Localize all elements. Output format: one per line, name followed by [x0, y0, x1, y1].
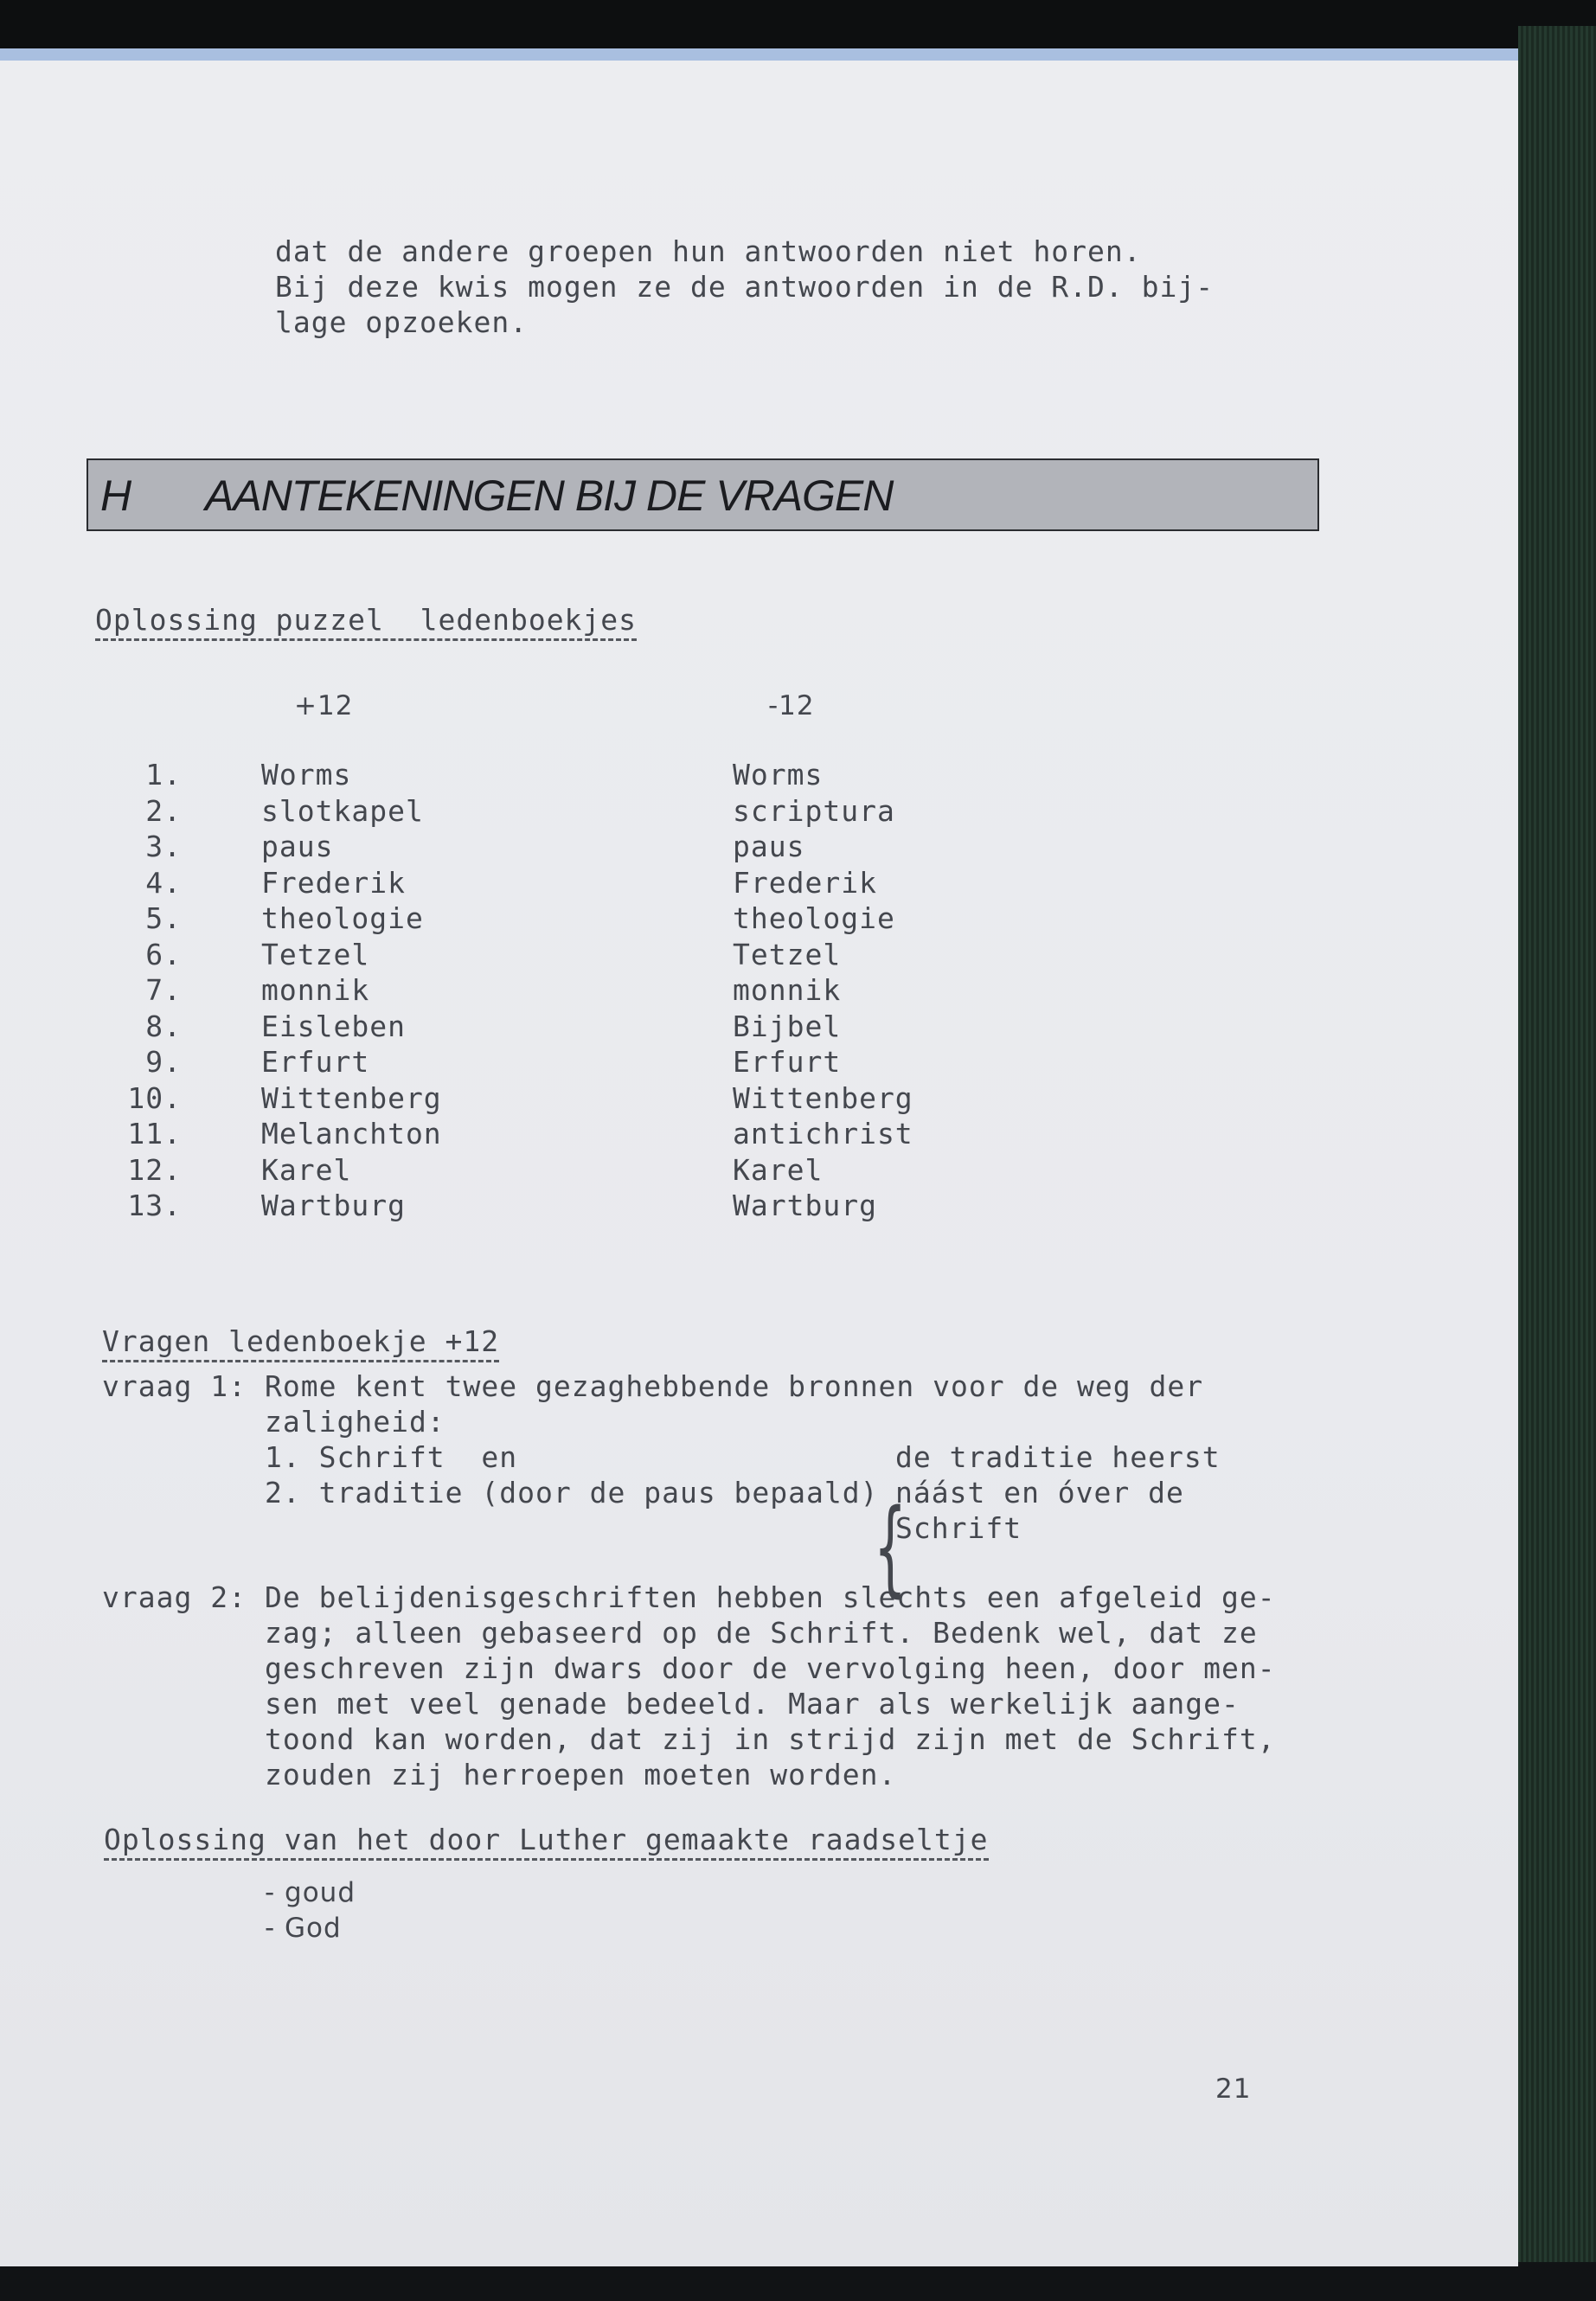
answer-minus12: theologie: [733, 901, 895, 935]
answer-plus12: Eisleben: [261, 1009, 406, 1043]
curly-brace-icon: {: [874, 1488, 907, 1608]
section-letter: H: [100, 471, 132, 520]
raadsel-item: - goud: [265, 1877, 356, 1908]
book-cover-edge: [1518, 26, 1596, 2275]
q2-line: geschreven zijn dwars door de vervolging heen, door men-: [265, 1651, 1276, 1685]
answer-plus12: Karel: [261, 1152, 352, 1187]
row-number: 1.: [145, 758, 182, 792]
intro-line: Bij deze kwis mogen ze de antwoorden in de R.D. bij-: [275, 270, 1215, 304]
row-number: 12.: [127, 1152, 182, 1187]
intro-line: lage opzoeken.: [275, 305, 529, 339]
row-number: 4.: [145, 865, 182, 900]
answer-minus12: Tetzel: [733, 937, 842, 971]
q2-label: vraag 2:: [102, 1580, 247, 1614]
answer-plus12: Melanchton: [261, 1117, 442, 1150]
q1-note: de traditie heerst: [895, 1440, 1221, 1474]
puzzle-heading: [95, 602, 637, 638]
answer-minus12: monnik: [733, 973, 842, 1007]
q2-line: zouden zij herroepen moeten worden.: [265, 1758, 897, 1791]
vragen-heading: [102, 1324, 499, 1359]
answer-plus12: Tetzel: [261, 937, 370, 971]
raadsel-heading-text: Oplossing van het door Luther gemaakte raadseltje: [104, 1823, 989, 1861]
answer-plus12: monnik: [261, 973, 370, 1007]
q2-line: sen met veel genade bedeeld. Maar als werkelijk aange-: [265, 1687, 1240, 1721]
vragen-heading-text: Vragen ledenboekje +12: [102, 1324, 499, 1362]
row-number: 5.: [145, 901, 182, 935]
q1-line: Rome kent twee gezaghebbende bronnen voor de weg der: [265, 1369, 1204, 1403]
answer-plus12: theologie: [261, 901, 424, 935]
answer-minus12: Bijbel: [733, 1009, 842, 1043]
raadsel-heading: [104, 1822, 989, 1857]
puzzle-heading-text: Oplossing puzzel ledenboekjes: [95, 603, 637, 641]
row-number: 6.: [145, 937, 182, 971]
answer-minus12: Wittenberg: [733, 1080, 913, 1115]
book-page: [0, 61, 1518, 2266]
q1-item: 1. Schrift en: [265, 1440, 518, 1474]
col-header-minus12: -12: [768, 690, 815, 721]
answer-minus12: Wartburg: [733, 1189, 877, 1222]
answer-plus12: slotkapel: [261, 793, 424, 828]
row-number: 11.: [127, 1117, 182, 1150]
section-title: AANTEKENINGEN BIJ DE VRAGEN: [205, 471, 894, 520]
answer-plus12: Wartburg: [261, 1189, 406, 1222]
intro-line: dat de andere groepen hun antwoorden niet horen.: [275, 234, 1142, 268]
row-number: 13.: [127, 1189, 182, 1222]
section-banner: [87, 458, 1319, 531]
answer-plus12: Wittenberg: [261, 1080, 442, 1115]
answer-plus12: Worms: [261, 758, 352, 792]
q1-note: Schrift: [895, 1511, 1022, 1545]
answer-minus12: scriptura: [733, 793, 895, 828]
answer-minus12: Frederik: [733, 865, 877, 900]
row-number: 10.: [127, 1080, 182, 1115]
answer-plus12: paus: [261, 830, 334, 863]
q1-label: vraag 1:: [102, 1369, 247, 1403]
q1-line: zaligheid:: [265, 1405, 445, 1439]
raadsel-item: - God: [265, 1913, 342, 1944]
answer-plus12: Frederik: [261, 865, 406, 900]
answer-minus12: Worms: [733, 758, 824, 792]
q2-line: De belijdenisgeschriften hebben slechts een afgeleid ge-: [265, 1580, 1276, 1614]
scan-bottom-edge: [0, 2262, 1596, 2301]
q2-line: zag; alleen gebaseerd op de Schrift. Bedenk wel, dat ze: [265, 1616, 1258, 1650]
row-number: 2.: [145, 793, 182, 828]
q1-item: 2. traditie (door de paus bepaald): [265, 1476, 879, 1509]
row-number: 9.: [145, 1045, 182, 1079]
answer-plus12: Erfurt: [261, 1045, 370, 1079]
answer-minus12: Karel: [733, 1152, 824, 1187]
row-number: 7.: [145, 973, 182, 1007]
answer-minus12: paus: [733, 830, 805, 863]
page-number: 21: [1215, 2073, 1252, 2105]
answer-minus12: Erfurt: [733, 1045, 842, 1079]
q2-line: toond kan worden, dat zij in strijd zijn met de Schrift,: [265, 1722, 1276, 1756]
row-number: 3.: [145, 830, 182, 863]
q1-note: náást en óver de: [895, 1476, 1184, 1509]
scan-top-edge: [0, 0, 1596, 52]
answer-minus12: antichrist: [733, 1117, 913, 1150]
row-number: 8.: [145, 1009, 182, 1043]
col-header-plus12: +12: [294, 690, 354, 721]
